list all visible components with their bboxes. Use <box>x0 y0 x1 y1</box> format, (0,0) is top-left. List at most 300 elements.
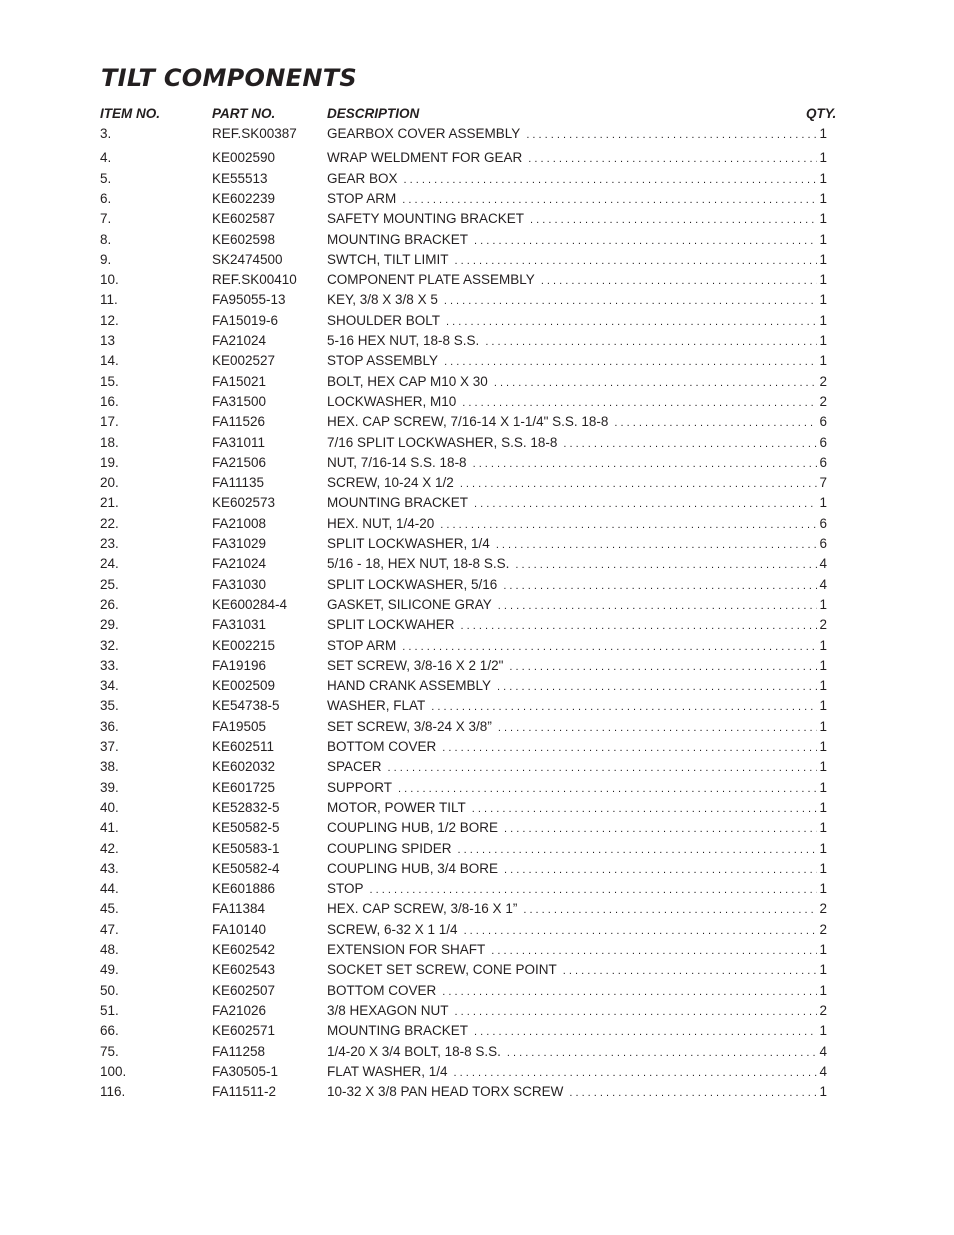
item-number: 43. <box>100 860 119 876</box>
dot-leader <box>504 861 817 879</box>
table-row <box>0 474 954 492</box>
dot-leader <box>509 658 817 676</box>
quantity: 2 <box>819 1002 827 1018</box>
quantity: 1 <box>819 698 827 714</box>
table-row <box>0 697 954 715</box>
item-number: 24. <box>100 556 119 572</box>
table-row <box>0 1022 954 1040</box>
quantity: 6 <box>819 414 827 430</box>
description-cell <box>327 413 827 432</box>
description-text: SET SCREW, 3/8-16 X 2 1/2" <box>327 657 504 673</box>
item-number: 6. <box>100 190 112 206</box>
part-number: KE55513 <box>212 170 268 186</box>
description-text: SPLIT LOCKWASHER, 1/4 <box>327 536 490 551</box>
dot-leader <box>461 617 818 635</box>
quantity: 1 <box>819 251 827 267</box>
table-row <box>0 1043 954 1061</box>
dot-leader <box>446 313 817 331</box>
quantity: 6 <box>819 536 827 551</box>
quantity: 2 <box>819 921 827 937</box>
description-cell <box>327 393 827 412</box>
description-cell <box>327 758 827 777</box>
table-row <box>0 900 954 918</box>
quantity: 1 <box>819 596 827 612</box>
column-header-item-no: ITEM NO. <box>100 106 160 121</box>
table-row <box>0 657 954 675</box>
description-cell <box>327 251 827 270</box>
description-cell <box>327 373 827 392</box>
item-number: 17. <box>100 414 119 430</box>
table-row <box>0 332 954 350</box>
part-number: KE602543 <box>212 962 276 978</box>
table-row <box>0 596 954 614</box>
table-row <box>0 149 954 167</box>
dot-leader <box>388 759 818 777</box>
quantity: 2 <box>819 373 827 389</box>
quantity: 1 <box>819 1023 827 1039</box>
item-number: 18. <box>100 434 119 450</box>
part-number: FA11135 <box>212 475 265 491</box>
description-cell <box>327 900 827 919</box>
dot-leader <box>474 1023 817 1041</box>
quantity: 1 <box>819 860 827 876</box>
description-cell <box>327 352 827 371</box>
quantity: 1 <box>819 840 827 856</box>
table-row <box>0 434 954 452</box>
table-row <box>0 840 954 858</box>
item-number: 48. <box>100 942 119 957</box>
part-number: FA21026 <box>212 1002 267 1018</box>
part-number: KE50582-5 <box>212 820 280 836</box>
table-row <box>0 125 954 143</box>
description-cell <box>327 616 827 635</box>
description-cell <box>327 860 827 879</box>
description-text: SCREW, 10-24 X 1/2 <box>327 475 454 491</box>
description-text: GASKET, SILICONE GRAY <box>327 596 492 612</box>
part-number: REF.SK00387 <box>212 126 297 141</box>
description-text: KEY, 3/8 X 3/8 X 5 <box>327 292 438 308</box>
item-number: 39. <box>100 779 119 795</box>
description-text: 1/4-20 X 3/4 BOLT, 18-8 S.S. <box>327 1043 501 1059</box>
item-number: 75. <box>100 1043 119 1059</box>
item-number: 116. <box>100 1084 126 1100</box>
description-text: FLAT WASHER, 1/4 <box>327 1063 448 1079</box>
item-number: 14. <box>100 353 119 369</box>
dot-leader <box>444 353 817 371</box>
dot-leader <box>402 191 817 209</box>
description-cell <box>327 291 827 310</box>
description-text: COUPLING HUB, 3/4 BORE <box>327 860 499 876</box>
part-number: FA31011 <box>212 434 266 450</box>
quantity: 1 <box>819 982 827 998</box>
description-cell <box>327 332 827 351</box>
description-text: BOTTOM COVER <box>327 739 437 754</box>
part-number: KE002590 <box>212 150 276 166</box>
item-number: 19. <box>100 454 119 470</box>
item-number: 40. <box>100 799 119 815</box>
dot-leader <box>563 435 817 453</box>
description-text: 7/16 SPLIT LOCKWASHER, S.S. 18-8 <box>327 434 558 450</box>
description-cell <box>327 657 827 676</box>
item-number: 16. <box>100 393 119 409</box>
part-number: KE602239 <box>212 190 276 206</box>
table-row <box>0 718 954 736</box>
table-row <box>0 170 954 188</box>
part-number: KE52832-5 <box>212 799 280 815</box>
quantity: 4 <box>819 1043 827 1059</box>
description-cell <box>327 576 827 595</box>
description-cell <box>327 434 827 453</box>
part-number: KE002215 <box>212 637 276 653</box>
part-number: KE600284-4 <box>212 596 288 612</box>
column-header-qty: QTY. <box>806 106 837 121</box>
dot-leader <box>507 1044 818 1062</box>
description-cell <box>327 1043 827 1062</box>
quantity: 1 <box>819 637 827 653</box>
description-text: MOUNTING BRACKET <box>327 231 469 247</box>
item-number: 49. <box>100 962 119 978</box>
part-number: FA19196 <box>212 657 267 673</box>
quantity: 1 <box>819 718 827 734</box>
table-row <box>0 982 954 1000</box>
description-text: HEX. NUT, 1/4-20 <box>327 515 435 531</box>
dot-leader <box>541 272 818 290</box>
description-text: COMPONENT PLATE ASSEMBLY <box>327 272 535 288</box>
description-text: SPLIT LOCKWASHER, 5/16 <box>327 576 498 592</box>
quantity: 6 <box>819 454 827 470</box>
part-number: FA15019-6 <box>212 312 279 328</box>
part-number: REF.SK00410 <box>212 272 297 288</box>
part-number: KE602573 <box>212 495 276 511</box>
quantity: 6 <box>819 515 827 531</box>
description-text: COUPLING HUB, 1/2 BORE <box>327 820 499 836</box>
item-number: 25. <box>100 576 119 592</box>
item-number: 47. <box>100 921 119 937</box>
description-text: HEX. CAP SCREW, 7/16-14 X 1-1/4" S.S. 18-8 <box>327 414 609 430</box>
item-number: 33. <box>100 657 119 673</box>
item-number: 32. <box>100 637 119 653</box>
table-row <box>0 1083 954 1101</box>
dot-leader <box>563 962 818 980</box>
table-row <box>0 190 954 208</box>
item-number: 15. <box>100 373 119 389</box>
description-cell <box>327 210 827 229</box>
part-number: KE602571 <box>212 1023 276 1039</box>
quantity: 2 <box>819 617 827 633</box>
description-text: SWTCH, TILT LIMIT <box>327 251 449 267</box>
part-number: KE002527 <box>212 353 276 369</box>
item-number: 36. <box>100 718 119 734</box>
description-cell <box>327 921 827 940</box>
part-number: KE602587 <box>212 211 276 227</box>
quantity: 2 <box>819 901 827 917</box>
quantity: 1 <box>819 678 827 694</box>
dot-leader <box>398 780 817 798</box>
quantity: 1 <box>819 799 827 815</box>
table-row <box>0 758 954 776</box>
dot-leader <box>528 150 817 168</box>
description-text: LOCKWASHER, M10 <box>327 393 457 409</box>
description-cell <box>327 515 827 534</box>
table-row <box>0 413 954 431</box>
quantity: 1 <box>819 779 827 795</box>
table-row <box>0 779 954 797</box>
description-text: STOP ASSEMBLY <box>327 353 439 369</box>
item-number: 10. <box>100 272 119 288</box>
dot-leader <box>460 475 818 493</box>
quantity: 1 <box>819 231 827 247</box>
column-header-part-no: PART NO. <box>212 106 276 121</box>
dot-leader <box>504 820 817 838</box>
description-text: 10-32 X 3/8 PAN HEAD TORX SCREW <box>327 1084 564 1100</box>
part-number: FA31500 <box>212 393 267 409</box>
description-text: BOTTOM COVER <box>327 982 437 998</box>
dot-leader <box>458 841 818 859</box>
dot-leader <box>530 211 817 229</box>
table-row <box>0 799 954 817</box>
description-cell <box>327 190 827 209</box>
dot-leader <box>431 698 817 716</box>
quantity: 1 <box>819 333 827 348</box>
dot-leader <box>474 232 817 250</box>
item-number: 12. <box>100 312 119 328</box>
description-text: SPLIT LOCKWAHER <box>327 617 455 633</box>
quantity: 2 <box>819 393 827 409</box>
dot-leader <box>455 252 818 270</box>
dot-leader <box>515 556 817 574</box>
part-number: KE601886 <box>212 881 276 897</box>
table-row <box>0 251 954 269</box>
item-number: 4. <box>100 150 112 166</box>
description-text: SUPPORT <box>327 779 393 795</box>
description-text: 5-16 HEX NUT, 18-8 S.S. <box>327 333 480 348</box>
description-text: MOTOR, POWER TILT <box>327 799 466 815</box>
part-number: FA21024 <box>212 333 267 348</box>
description-cell <box>327 961 827 980</box>
table-row <box>0 555 954 573</box>
description-cell <box>327 697 827 716</box>
description-cell <box>327 555 827 574</box>
quantity: 1 <box>819 211 827 227</box>
dot-leader <box>473 455 818 473</box>
description-text: STOP ARM <box>327 190 397 206</box>
dot-leader <box>455 1003 818 1021</box>
dot-leader <box>404 171 818 189</box>
description-cell <box>327 1022 827 1041</box>
table-row <box>0 515 954 533</box>
part-number: FA11258 <box>212 1043 266 1059</box>
item-number: 42. <box>100 840 119 856</box>
part-number: FA19505 <box>212 718 267 734</box>
part-number: FA11511-2 <box>212 1084 277 1100</box>
part-number: KE602542 <box>212 942 276 957</box>
quantity: 1 <box>819 495 827 511</box>
part-number: KE601725 <box>212 779 276 795</box>
part-number: KE602598 <box>212 231 276 247</box>
quantity: 1 <box>819 353 827 369</box>
table-row <box>0 616 954 634</box>
item-number: 100. <box>100 1063 127 1079</box>
description-text: MOUNTING BRACKET <box>327 1023 469 1039</box>
description-cell <box>327 941 827 960</box>
part-number: FA11384 <box>212 901 266 917</box>
quantity: 4 <box>819 556 827 572</box>
item-number: 38. <box>100 759 119 775</box>
table-row <box>0 393 954 411</box>
dot-leader <box>526 126 817 144</box>
quantity: 7 <box>819 475 827 491</box>
item-number: 35. <box>100 698 119 714</box>
item-number: 5. <box>100 170 112 186</box>
part-number: KE602511 <box>212 739 275 754</box>
table-row <box>0 291 954 309</box>
dot-leader <box>464 922 818 940</box>
description-cell <box>327 738 827 757</box>
table-row <box>0 231 954 249</box>
description-text: 5/16 - 18, HEX NUT, 18-8 S.S. <box>327 556 510 572</box>
item-number: 50. <box>100 982 119 998</box>
description-cell <box>327 840 827 859</box>
description-cell <box>327 718 827 737</box>
quantity: 1 <box>819 150 827 166</box>
dot-leader <box>569 1084 817 1102</box>
quantity: 1 <box>819 312 827 328</box>
part-number: FA21506 <box>212 454 267 470</box>
quantity: 1 <box>819 272 827 288</box>
quantity: 1 <box>819 170 827 186</box>
description-cell <box>327 474 827 493</box>
quantity: 1 <box>819 820 827 836</box>
quantity: 1 <box>819 292 827 308</box>
table-row <box>0 961 954 979</box>
dot-leader <box>523 901 817 919</box>
description-text: SCREW, 6-32 X 1 1/4 <box>327 921 458 937</box>
part-number: FA31030 <box>212 576 267 592</box>
part-number: FA21024 <box>212 556 267 572</box>
part-number: FA21008 <box>212 515 267 531</box>
description-text: STOP ARM <box>327 637 397 653</box>
dot-leader <box>494 374 818 392</box>
description-cell <box>327 677 827 696</box>
table-row <box>0 1002 954 1020</box>
part-number: KE54738-5 <box>212 698 280 714</box>
item-number: 41. <box>100 820 119 836</box>
description-cell <box>327 819 827 838</box>
part-number: FA30505-1 <box>212 1063 279 1079</box>
table-row <box>0 1063 954 1081</box>
dot-leader <box>503 577 817 595</box>
part-number: FA11526 <box>212 414 266 430</box>
item-number: 23. <box>100 536 119 551</box>
table-row <box>0 210 954 228</box>
description-text: SPACER <box>327 759 382 775</box>
item-number: 7. <box>100 211 112 227</box>
item-number: 21. <box>100 495 119 511</box>
quantity: 6 <box>819 434 827 450</box>
dot-leader <box>498 719 818 737</box>
description-cell <box>327 1002 827 1021</box>
description-text: SAFETY MOUNTING BRACKET <box>327 211 525 227</box>
table-row <box>0 819 954 837</box>
description-text: WRAP WELDMENT FOR GEAR <box>327 150 523 166</box>
dot-leader <box>496 536 818 554</box>
dot-leader <box>491 942 817 960</box>
dot-leader <box>498 597 818 615</box>
description-text: NUT, 7/16-14 S.S. 18-8 <box>327 454 467 470</box>
quantity: 1 <box>819 881 827 897</box>
description-cell <box>327 312 827 331</box>
part-number: KE50583-1 <box>212 840 280 856</box>
item-number: 26. <box>100 596 119 612</box>
part-number: FA31031 <box>212 617 267 633</box>
quantity: 1 <box>819 190 827 206</box>
item-number: 34. <box>100 678 119 694</box>
description-text: SET SCREW, 3/8-24 X 3/8” <box>327 718 492 734</box>
dot-leader <box>442 739 817 757</box>
part-number: KE602507 <box>212 982 276 998</box>
dot-leader <box>485 333 817 351</box>
part-number: KE002509 <box>212 678 276 694</box>
dot-leader <box>497 678 817 696</box>
dot-leader <box>370 881 818 899</box>
description-text: SOCKET SET SCREW, CONE POINT <box>327 962 557 978</box>
item-number: 51. <box>100 1002 119 1018</box>
part-number: FA95055-13 <box>212 292 286 308</box>
table-row <box>0 860 954 878</box>
description-cell <box>327 231 827 250</box>
quantity: 4 <box>819 1063 827 1079</box>
description-text: STOP <box>327 881 364 897</box>
description-cell <box>327 535 827 554</box>
item-number: 20. <box>100 475 119 491</box>
quantity: 1 <box>819 942 827 957</box>
part-number: KE602032 <box>212 759 276 775</box>
item-number: 66. <box>100 1023 119 1039</box>
part-number: FA10140 <box>212 921 267 937</box>
table-row <box>0 494 954 512</box>
table-row <box>0 880 954 898</box>
dot-leader <box>454 1064 818 1082</box>
table-row <box>0 677 954 695</box>
description-text: HEX. CAP SCREW, 3/8-16 X 1” <box>327 901 518 917</box>
table-row <box>0 373 954 391</box>
item-number: 29. <box>100 617 119 633</box>
description-cell <box>327 1063 827 1082</box>
description-cell <box>327 596 827 615</box>
description-text: GEARBOX COVER ASSEMBLY <box>327 126 521 141</box>
part-number: KE50582-4 <box>212 860 280 876</box>
table-row <box>0 312 954 330</box>
description-cell <box>327 271 827 290</box>
description-cell <box>327 779 827 798</box>
table-row <box>0 941 954 959</box>
item-number: 37. <box>100 739 119 754</box>
dot-leader <box>614 414 817 432</box>
quantity: 4 <box>819 576 827 592</box>
item-number: 11. <box>100 292 118 308</box>
page-title: TILT COMPONENTS <box>101 64 357 92</box>
table-row <box>0 535 954 553</box>
item-number: 9. <box>100 251 112 267</box>
quantity: 1 <box>819 657 827 673</box>
item-number: 44. <box>100 881 119 897</box>
dot-leader <box>474 495 817 513</box>
description-cell <box>327 149 827 168</box>
description-cell <box>327 454 827 473</box>
table-row <box>0 637 954 655</box>
part-number: SK2474500 <box>212 251 283 267</box>
item-number: 45. <box>100 901 119 917</box>
